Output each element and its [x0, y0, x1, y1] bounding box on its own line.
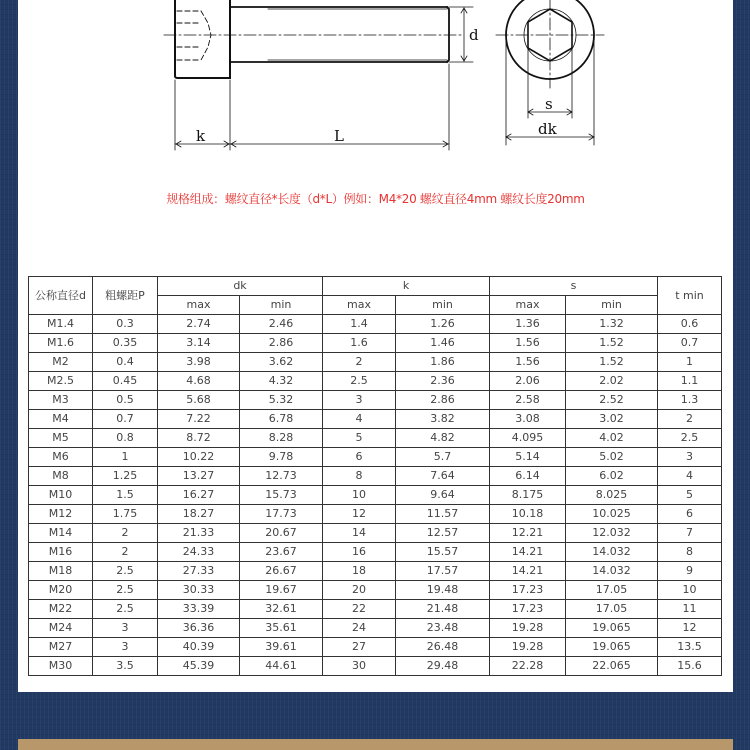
cell-k-min: 7.64 — [396, 467, 490, 486]
cell-pitch: 1.75 — [93, 505, 158, 524]
cell-dk-min: 15.73 — [240, 486, 323, 505]
header-t-min: t min — [658, 277, 722, 315]
cell-s-max: 4.095 — [490, 429, 566, 448]
cell-s-max: 19.28 — [490, 638, 566, 657]
header-k: k — [323, 277, 490, 296]
cell-dk-max: 10.22 — [158, 448, 240, 467]
cell-dk-min: 26.67 — [240, 562, 323, 581]
cell-s-max: 19.28 — [490, 619, 566, 638]
cell-nominal-diameter: M6 — [29, 448, 93, 467]
cell-s-max: 3.08 — [490, 410, 566, 429]
cell-pitch: 2.5 — [93, 562, 158, 581]
table-row — [29, 562, 722, 581]
cell-dk-min: 32.61 — [240, 600, 323, 619]
cell-k-min: 1.26 — [396, 315, 490, 334]
cell-s-max: 17.23 — [490, 581, 566, 600]
cell-s-min: 2.02 — [566, 372, 658, 391]
cell-s-min: 10.025 — [566, 505, 658, 524]
cell-k-max: 14 — [323, 524, 396, 543]
cell-t-min: 1.1 — [658, 372, 722, 391]
cell-s-min: 12.032 — [566, 524, 658, 543]
cell-k-max: 3 — [323, 391, 396, 410]
cell-k-max: 30 — [323, 657, 396, 676]
screw-head — [175, 0, 230, 78]
table-row — [29, 410, 722, 429]
cell-t-min: 9 — [658, 562, 722, 581]
cell-pitch: 1 — [93, 448, 158, 467]
cell-t-min: 5 — [658, 486, 722, 505]
cell-dk-min: 3.62 — [240, 353, 323, 372]
cell-s-max: 5.14 — [490, 448, 566, 467]
cell-t-min: 7 — [658, 524, 722, 543]
cell-s-max: 1.56 — [490, 334, 566, 353]
table-row — [29, 391, 722, 410]
cell-s-min: 1.52 — [566, 353, 658, 372]
cell-dk-max: 7.22 — [158, 410, 240, 429]
cell-s-min: 3.02 — [566, 410, 658, 429]
cell-t-min: 1.3 — [658, 391, 722, 410]
cell-nominal-diameter: M2.5 — [29, 372, 93, 391]
cell-pitch: 0.5 — [93, 391, 158, 410]
cell-t-min: 4 — [658, 467, 722, 486]
cell-nominal-diameter: M14 — [29, 524, 93, 543]
cell-s-max: 17.23 — [490, 600, 566, 619]
cell-dk-min: 2.86 — [240, 334, 323, 353]
cell-k-min: 15.57 — [396, 543, 490, 562]
cell-dk-min: 35.61 — [240, 619, 323, 638]
cell-nominal-diameter: M5 — [29, 429, 93, 448]
cell-t-min: 13.5 — [658, 638, 722, 657]
cell-k-min: 23.48 — [396, 619, 490, 638]
cell-dk-max: 3.14 — [158, 334, 240, 353]
cell-s-min: 19.065 — [566, 619, 658, 638]
cell-k-min: 26.48 — [396, 638, 490, 657]
table-row — [29, 543, 722, 562]
label-k: k — [196, 127, 206, 145]
cell-dk-min: 5.32 — [240, 391, 323, 410]
table-row — [29, 486, 722, 505]
cell-k-min: 2.86 — [396, 391, 490, 410]
table-row — [29, 467, 722, 486]
cell-k-max: 2.5 — [323, 372, 396, 391]
cell-pitch: 3.5 — [93, 657, 158, 676]
cell-k-min: 21.48 — [396, 600, 490, 619]
content-panel — [18, 0, 733, 692]
cell-s-min: 2.52 — [566, 391, 658, 410]
cell-pitch: 0.45 — [93, 372, 158, 391]
cell-nominal-diameter: M1.6 — [29, 334, 93, 353]
cell-nominal-diameter: M20 — [29, 581, 93, 600]
cell-t-min: 1 — [658, 353, 722, 372]
cell-dk-min: 20.67 — [240, 524, 323, 543]
cell-pitch: 2 — [93, 524, 158, 543]
cell-dk-max: 18.27 — [158, 505, 240, 524]
header-dk-max: max — [158, 296, 240, 315]
cell-t-min: 0.6 — [658, 315, 722, 334]
cell-s-max: 8.175 — [490, 486, 566, 505]
cell-dk-max: 5.68 — [158, 391, 240, 410]
cell-pitch: 0.8 — [93, 429, 158, 448]
cell-dk-min: 6.78 — [240, 410, 323, 429]
cell-k-min: 1.86 — [396, 353, 490, 372]
header-k-min: min — [396, 296, 490, 315]
cell-k-max: 27 — [323, 638, 396, 657]
cell-t-min: 6 — [658, 505, 722, 524]
cell-nominal-diameter: M27 — [29, 638, 93, 657]
header-dk-min: min — [240, 296, 323, 315]
cell-k-max: 22 — [323, 600, 396, 619]
cell-s-max: 12.21 — [490, 524, 566, 543]
cell-k-max: 8 — [323, 467, 396, 486]
spec-caption: 规格组成：螺纹直径*长度（d*L）例如：M4*20 螺纹直径4mm 螺纹长度20mm — [166, 192, 585, 206]
cell-pitch: 1.25 — [93, 467, 158, 486]
cell-pitch: 3 — [93, 638, 158, 657]
table-row — [29, 619, 722, 638]
screw-diagram — [18, 0, 733, 160]
cell-s-max: 10.18 — [490, 505, 566, 524]
cell-dk-max: 27.33 — [158, 562, 240, 581]
cell-dk-min: 23.67 — [240, 543, 323, 562]
cell-s-max: 2.58 — [490, 391, 566, 410]
cell-nominal-diameter: M22 — [29, 600, 93, 619]
cell-dk-max: 30.33 — [158, 581, 240, 600]
table-row — [29, 657, 722, 676]
cell-dk-max: 21.33 — [158, 524, 240, 543]
cell-s-max: 14.21 — [490, 562, 566, 581]
cell-s-max: 1.36 — [490, 315, 566, 334]
cell-dk-max: 2.74 — [158, 315, 240, 334]
cell-s-min: 5.02 — [566, 448, 658, 467]
cell-t-min: 15.6 — [658, 657, 722, 676]
cell-nominal-diameter: M4 — [29, 410, 93, 429]
cell-dk-max: 24.33 — [158, 543, 240, 562]
cell-k-min: 5.7 — [396, 448, 490, 467]
table-row — [29, 581, 722, 600]
cell-k-max: 10 — [323, 486, 396, 505]
footer-bar — [18, 739, 733, 750]
cell-s-min: 17.05 — [566, 581, 658, 600]
cell-dk-max: 45.39 — [158, 657, 240, 676]
cell-k-max: 4 — [323, 410, 396, 429]
cell-nominal-diameter: M16 — [29, 543, 93, 562]
table-row — [29, 334, 722, 353]
cell-k-min: 2.36 — [396, 372, 490, 391]
cell-k-max: 12 — [323, 505, 396, 524]
cell-s-max: 22.28 — [490, 657, 566, 676]
header-pitch: 粗螺距P — [93, 277, 158, 315]
cell-dk-min: 4.32 — [240, 372, 323, 391]
cell-k-min: 4.82 — [396, 429, 490, 448]
cell-pitch: 2.5 — [93, 581, 158, 600]
cell-s-max: 1.56 — [490, 353, 566, 372]
header-s-max: max — [490, 296, 566, 315]
table-row — [29, 429, 722, 448]
cell-k-min: 17.57 — [396, 562, 490, 581]
cell-s-min: 1.52 — [566, 334, 658, 353]
cell-dk-min: 2.46 — [240, 315, 323, 334]
cell-nominal-diameter: M18 — [29, 562, 93, 581]
cell-k-min: 11.57 — [396, 505, 490, 524]
table-row — [29, 448, 722, 467]
cell-s-min: 14.032 — [566, 543, 658, 562]
cell-dk-max: 16.27 — [158, 486, 240, 505]
label-L: L — [334, 127, 344, 145]
spec-table — [28, 276, 722, 676]
cell-dk-max: 3.98 — [158, 353, 240, 372]
cell-dk-max: 8.72 — [158, 429, 240, 448]
cell-k-max: 5 — [323, 429, 396, 448]
header-row-1 — [29, 277, 722, 296]
cell-pitch: 2.5 — [93, 600, 158, 619]
cell-nominal-diameter: M12 — [29, 505, 93, 524]
spec-table-body — [29, 315, 722, 676]
cell-dk-min: 44.61 — [240, 657, 323, 676]
cell-dk-min: 19.67 — [240, 581, 323, 600]
table-row — [29, 524, 722, 543]
cell-dk-min: 39.61 — [240, 638, 323, 657]
cell-nominal-diameter: M10 — [29, 486, 93, 505]
cell-nominal-diameter: M30 — [29, 657, 93, 676]
table-row — [29, 353, 722, 372]
socket-hidden-lines — [177, 11, 211, 60]
cell-dk-min: 9.78 — [240, 448, 323, 467]
cell-pitch: 0.7 — [93, 410, 158, 429]
table-row — [29, 638, 722, 657]
cell-k-max: 6 — [323, 448, 396, 467]
header-k-max: max — [323, 296, 396, 315]
cell-k-max: 16 — [323, 543, 396, 562]
cell-k-min: 12.57 — [396, 524, 490, 543]
cell-k-max: 2 — [323, 353, 396, 372]
table-row — [29, 315, 722, 334]
header-s: s — [490, 277, 658, 296]
cell-s-max: 6.14 — [490, 467, 566, 486]
cell-pitch: 0.35 — [93, 334, 158, 353]
cell-t-min: 0.7 — [658, 334, 722, 353]
cell-nominal-diameter: M24 — [29, 619, 93, 638]
cell-k-max: 1.6 — [323, 334, 396, 353]
table-row — [29, 505, 722, 524]
cell-k-min: 1.46 — [396, 334, 490, 353]
cell-pitch: 0.4 — [93, 353, 158, 372]
cell-t-min: 10 — [658, 581, 722, 600]
cell-nominal-diameter: M2 — [29, 353, 93, 372]
cell-nominal-diameter: M1.4 — [29, 315, 93, 334]
cell-s-min: 4.02 — [566, 429, 658, 448]
cell-k-max: 1.4 — [323, 315, 396, 334]
cell-t-min: 8 — [658, 543, 722, 562]
cell-dk-max: 33.39 — [158, 600, 240, 619]
cell-dk-max: 13.27 — [158, 467, 240, 486]
cell-s-min: 22.065 — [566, 657, 658, 676]
header-s-min: min — [566, 296, 658, 315]
cell-k-min: 29.48 — [396, 657, 490, 676]
cell-dk-min: 8.28 — [240, 429, 323, 448]
cell-dk-max: 36.36 — [158, 619, 240, 638]
label-d: d — [469, 26, 479, 44]
cell-t-min: 12 — [658, 619, 722, 638]
cell-k-min: 9.64 — [396, 486, 490, 505]
cell-k-min: 19.48 — [396, 581, 490, 600]
cell-nominal-diameter: M3 — [29, 391, 93, 410]
cell-s-min: 19.065 — [566, 638, 658, 657]
cell-s-min: 17.05 — [566, 600, 658, 619]
cell-dk-max: 40.39 — [158, 638, 240, 657]
cell-k-min: 3.82 — [396, 410, 490, 429]
table-row — [29, 600, 722, 619]
cell-t-min: 3 — [658, 448, 722, 467]
cell-pitch: 0.3 — [93, 315, 158, 334]
cell-pitch: 1.5 — [93, 486, 158, 505]
cell-s-max: 2.06 — [490, 372, 566, 391]
cell-s-max: 14.21 — [490, 543, 566, 562]
cell-dk-max: 4.68 — [158, 372, 240, 391]
cell-s-min: 8.025 — [566, 486, 658, 505]
cell-k-max: 20 — [323, 581, 396, 600]
cell-s-min: 14.032 — [566, 562, 658, 581]
label-dk: dk — [538, 120, 557, 138]
cell-nominal-diameter: M8 — [29, 467, 93, 486]
cell-s-min: 1.32 — [566, 315, 658, 334]
cell-k-max: 24 — [323, 619, 396, 638]
cell-pitch: 3 — [93, 619, 158, 638]
label-s: s — [545, 95, 553, 113]
cell-t-min: 2 — [658, 410, 722, 429]
header-nominal-diameter: 公称直径d — [29, 277, 93, 315]
cell-pitch: 2 — [93, 543, 158, 562]
cell-dk-min: 12.73 — [240, 467, 323, 486]
cell-t-min: 2.5 — [658, 429, 722, 448]
cell-k-max: 18 — [323, 562, 396, 581]
cell-t-min: 11 — [658, 600, 722, 619]
cell-s-min: 6.02 — [566, 467, 658, 486]
table-row — [29, 372, 722, 391]
cell-dk-min: 17.73 — [240, 505, 323, 524]
header-dk: dk — [158, 277, 323, 296]
